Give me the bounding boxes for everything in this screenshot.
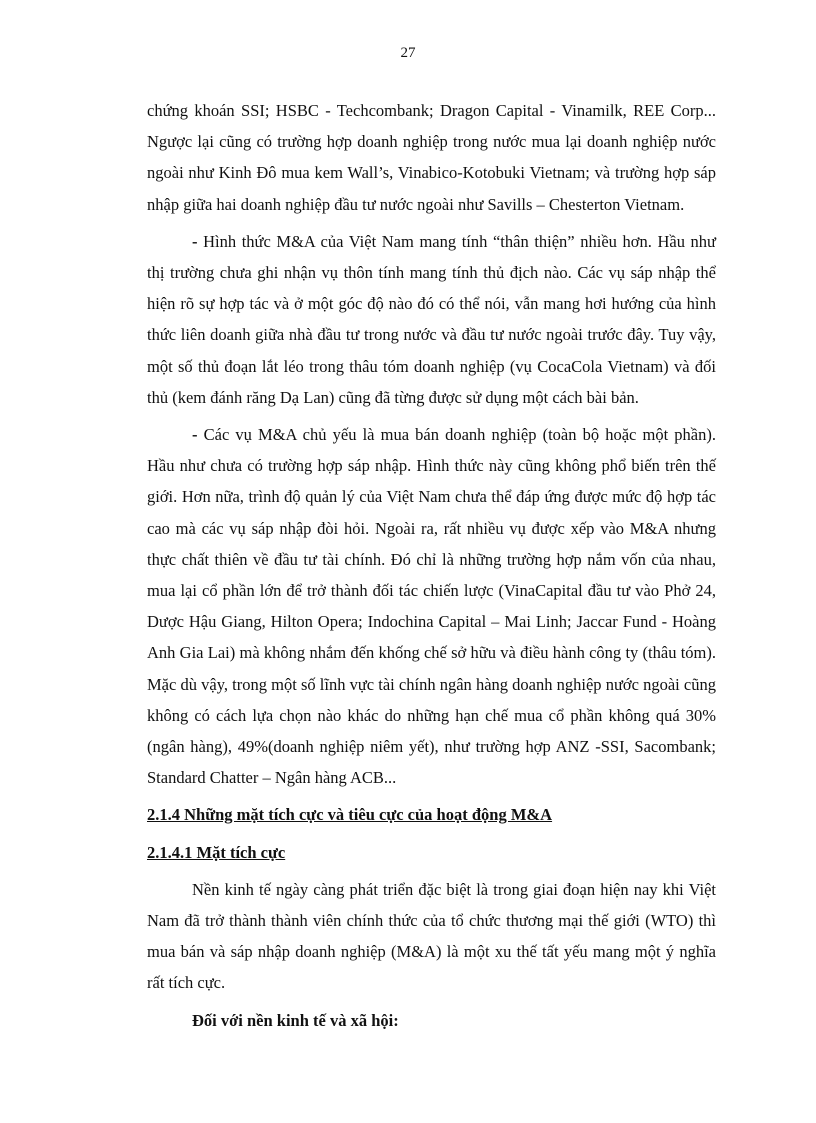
- paragraph: Nền kinh tế ngày càng phát triển đặc biệt là trong giai đoạn hiện nay khi Việt Nam đã trở thành thành viên chính thức của tổ chức thương mại thế giới (WTO) thì mua bán và sáp nhập doanh nghiệp (M&A) là một xu thế tất yếu mang một ý nghĩa rất tích cực.: [147, 879, 716, 993]
- document-body: [147, 95, 716, 1036]
- paragraph-text: Hình thức M&A của Việt Nam mang tính “thân thiện” nhiều hơn. Hầu như thị trường chưa ghi nhận vụ thôn tính mang tính thủ địch nào. Các vụ sáp nhập thể hiện rõ sự hợp tác và ở một góc độ nào đó có thể nói, vẫn mang hơi hướng của hình thức liên doanh giữa nhà đầu tư trong nước và đầu tư nước ngoài trước đây. Tuy vậy, một số thủ đoạn lắt léo trong thâu tóm doanh nghiệp (vụ CocaCola Vietnam) và đối thủ (kem đánh răng Dạ Lan) cũng đã từng được sử dụng một cách bài bản.: [147, 231, 716, 407]
- paragraph-text: Các vụ M&A chủ yếu là mua bán doanh nghiệp (toàn bộ hoặc một phần). Hầu như chưa có trường hợp sáp nhập. Hình thức này cũng không phổ biến trên thế giới. Hơn nữa, trình độ quản lý của Việt Nam chưa thể đáp ứng được mức độ hợp tác cao mà các vụ sáp nhập đòi hỏi. Ngoài ra, rất nhiều vụ được xếp vào M&A nhưng thực chất thiên về đầu tư tài chính. Đó chỉ là những trường hợp nắm vốn của nhau, mua lại cổ phần lớn để trở thành đối tác chiến lược (VinaCapital đầu tư vào Phở 24, Dược Hậu Giang, Hilton Opera; Indochina Capital – Mai Linh; Jaccar Fund - Hoàng Anh Gia Lai) mà không nhắm đến khống chế sở hữu và điều hành công ty (thâu tóm). Mặc dù vậy, trong một số lĩnh vực tài chính ngân hàng doanh nghiệp nước ngoài cũng không có cách lựa chọn nào khác do những hạn chế mua cổ phần không quá 30% (ngân hàng), 49%(doanh nghiệp niêm yết), như trường hợp ANZ -SSI, Sacombank; Standard Chatter – Ngân hàng ACB...: [147, 425, 716, 788]
- bullet-dash: -: [192, 425, 198, 445]
- topic-heading: Đối với nền kinh tế và xã hội:: [192, 1010, 399, 1030]
- paragraph-bullet: [147, 226, 716, 413]
- bullet-dash: -: [192, 231, 198, 251]
- subsection-heading: 2.1.4.1 Mặt tích cực: [147, 842, 286, 862]
- paragraph: chứng khoán SSI; HSBC - Techcombank; Dragon Capital - Vinamilk, REE Corp... Ngược lại cũng có trường hợp doanh nghiệp trong nước mua lại doanh nghiệp nước ngoài như Kinh Đô mua kem Wall’s, Vinabico-Kotobuki Vietnam; và trường hợp sáp nhập giữa hai doanh nghiệp đầu tư nước ngoài như Savills – Chesterton Vietnam.: [147, 101, 716, 214]
- page-number: 27: [400, 45, 416, 61]
- section-heading: 2.1.4 Những mặt tích cực và tiêu cực của hoạt động M&A: [147, 805, 553, 825]
- paragraph-bullet: [147, 419, 716, 793]
